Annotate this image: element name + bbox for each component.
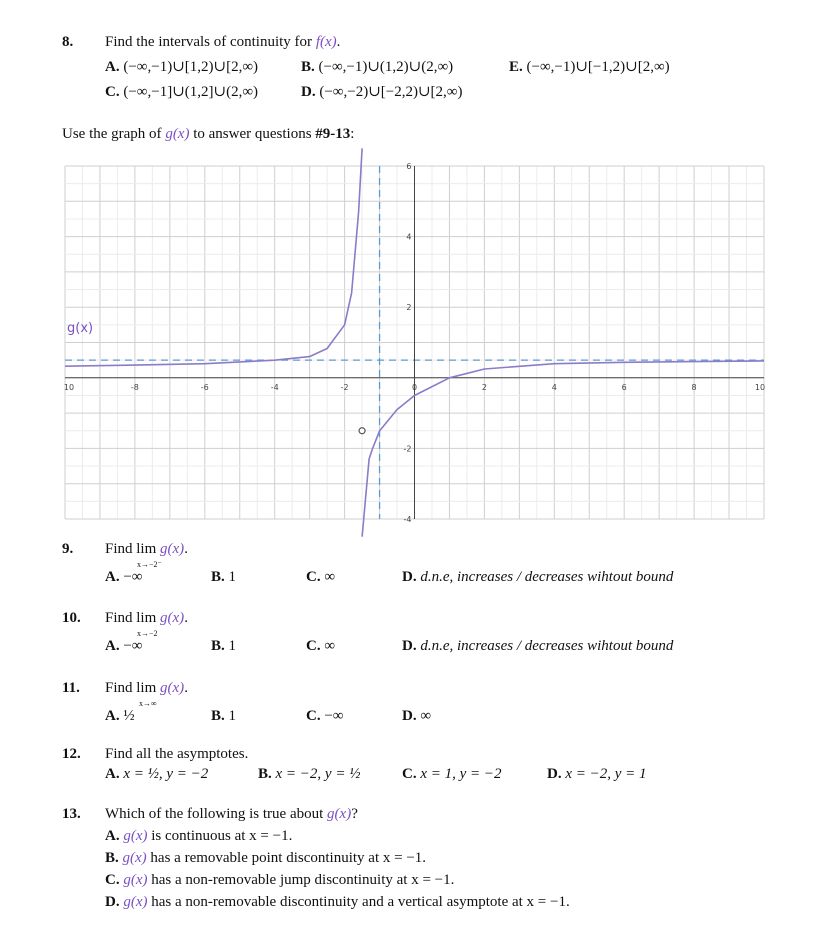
q12-choice-c-text: x = 1, y = −2 (420, 766, 502, 782)
q11-choice-d[interactable] (402, 708, 431, 725)
q13-choice-b-func: g(x) (122, 850, 147, 866)
q8-number: 8. (62, 34, 74, 50)
q9-choice-a[interactable] (105, 569, 143, 586)
q8-prompt-text: Find the intervals of continuity for (105, 34, 313, 50)
q11-lim-sub: x→∞ (139, 699, 157, 708)
q9-choice-c-text: ∞ (324, 569, 336, 585)
q11-choice-a-text: ½ (123, 708, 135, 724)
q13-choice-d[interactable] (105, 894, 570, 911)
q9-choice-b-label: B. (211, 569, 225, 585)
q11-choice-a[interactable] (105, 708, 135, 725)
y-tick-label: 6 (406, 162, 412, 171)
q10-choice-d[interactable] (402, 638, 673, 655)
q10-func: g(x) (160, 610, 185, 626)
q11-period: . (184, 680, 188, 696)
graph-intro (62, 126, 354, 143)
q8-choice-e-text: (−∞,−1)∪[−1,2)∪[2,∞) (526, 59, 670, 75)
x-tick-label: 10 (63, 382, 75, 392)
q13-choice-c[interactable] (105, 872, 454, 889)
q13-choice-d-func: g(x) (123, 894, 148, 910)
q9-choice-b[interactable] (211, 569, 236, 586)
q11-choice-c[interactable] (306, 708, 344, 725)
q9-choice-c-label: C. (306, 569, 321, 585)
q9-choice-c[interactable] (306, 569, 335, 586)
q10-choice-d-label: D. (402, 638, 417, 654)
q10-choice-d-text: d.n.e, increases / decreases wihtout bound (420, 638, 674, 654)
y-tick-label: 4 (406, 232, 412, 242)
q10-lim: lim (136, 610, 157, 626)
q10-prompt (105, 610, 188, 627)
q13-choice-c-text: has a non-removable jump discontinuity at x = −1. (151, 872, 455, 888)
q10-period: . (184, 610, 188, 626)
q9-lim: lim (136, 541, 157, 557)
q12-choice-d[interactable] (547, 766, 647, 783)
q11-choice-d-label: D. (402, 708, 417, 724)
q8-choice-b-label: B. (301, 59, 315, 75)
open-point (359, 428, 365, 434)
q13-choice-a-label: A. (105, 828, 120, 844)
q11-prompt-text: Find (105, 680, 133, 696)
x-tick-label: 0 (411, 382, 418, 392)
x-tick-label: -4 (270, 382, 279, 392)
q8-func: f(x) (315, 34, 337, 50)
q12-number: 12. (62, 746, 81, 762)
q10-choice-b[interactable] (211, 638, 236, 655)
q13-choice-d-label: D. (105, 894, 120, 910)
q13-choice-c-func: g(x) (123, 872, 148, 888)
q10-number: 10. (62, 610, 81, 626)
q8-choice-a-text: (−∞,−1)∪[1,2)∪[2,∞) (123, 59, 259, 75)
q13-number: 13. (62, 806, 81, 822)
q11-func: g(x) (160, 680, 185, 696)
q8-choice-d-label: D. (301, 84, 316, 100)
q12-choice-b[interactable] (258, 766, 360, 783)
q11-choice-a-label: A. (105, 708, 120, 724)
q13-func: g(x) (327, 806, 352, 822)
q13-prompt (105, 806, 358, 823)
q9-period: . (184, 541, 188, 557)
intro-bold: #9-13 (315, 126, 351, 142)
q8-choice-e[interactable] (509, 57, 670, 76)
q10-prompt-text: Find (105, 610, 133, 626)
q12-prompt: Find all the asymptotes. (105, 746, 249, 762)
q9-choice-b-text: 1 (228, 569, 237, 585)
q8-choice-c-label: C. (105, 84, 120, 100)
intro-func: g(x) (165, 126, 190, 142)
q10-choice-b-label: B. (211, 638, 225, 654)
q8-choice-c-text: (−∞,−1]∪(1,2]∪(2,∞) (123, 84, 259, 100)
q9-number: 9. (62, 541, 74, 557)
q13-choice-a-func: g(x) (123, 828, 148, 844)
q8-choice-b[interactable] (301, 57, 453, 76)
x-tick-label: -8 (130, 382, 139, 392)
q12-choice-b-label: B. (258, 766, 272, 782)
q11-choice-c-label: C. (306, 708, 321, 724)
q11-lim: lim (136, 680, 157, 696)
q13-prompt-text: Which of the following is true about (105, 806, 324, 822)
q9-lim-sub: x→−2⁻ (137, 560, 162, 569)
q8-choice-d[interactable] (301, 82, 462, 101)
y-tick-label: -4 (403, 515, 412, 524)
intro-after: to answer questions (193, 126, 312, 142)
q13-qmark: ? (351, 806, 358, 822)
q13-choice-b[interactable] (105, 850, 426, 867)
intro-colon: : (350, 126, 355, 142)
q11-choice-b-text: 1 (228, 708, 237, 724)
x-tick-label: 10 (754, 382, 766, 392)
q8-prompt (105, 34, 340, 51)
x-tick-label: -2 (340, 382, 349, 392)
q12-choice-a-text: x = ½, y = −2 (123, 766, 209, 782)
q9-choice-d-label: D. (402, 569, 417, 585)
q11-prompt (105, 680, 188, 697)
q8-choice-b-text: (−∞,−1)∪(1,2)∪(2,∞) (318, 59, 454, 75)
q12-choice-a[interactable] (105, 766, 208, 783)
q12-choice-c[interactable] (402, 766, 502, 783)
q10-choice-a[interactable] (105, 638, 143, 655)
q11-choice-d-text: ∞ (420, 708, 432, 724)
q8-choice-a-label: A. (105, 59, 120, 75)
q11-choice-b[interactable] (211, 708, 236, 725)
q10-lim-sub: x→−2 (137, 629, 158, 638)
q9-choice-d-text: d.n.e, increases / decreases wihtout bound (420, 569, 674, 585)
x-tick-label: 4 (551, 382, 557, 392)
q9-choice-a-text: −∞ (123, 569, 143, 585)
q11-choice-b-label: B. (211, 708, 225, 724)
left-branch-curve (65, 148, 362, 366)
q8-choice-d-text: (−∞,−2)∪[−2,2)∪[2,∞) (319, 84, 463, 100)
q9-prompt (105, 541, 188, 558)
q13-choice-a[interactable] (105, 828, 292, 845)
q13-choice-d-text: has a non-removable discontinuity and a vertical asymptote at x = −1. (151, 894, 570, 910)
q8-choice-e-label: E. (509, 59, 523, 75)
q10-choice-a-text: −∞ (123, 638, 143, 654)
q13-choice-b-label: B. (105, 850, 119, 866)
q11-choice-c-text: −∞ (324, 708, 344, 724)
q10-choice-c-text: ∞ (324, 638, 336, 654)
x-tick-label: 8 (691, 382, 697, 392)
q10-choice-a-label: A. (105, 638, 120, 654)
intro-before: Use the graph of (62, 126, 162, 142)
q9-choice-d[interactable] (402, 569, 673, 586)
q10-choice-c[interactable] (306, 638, 335, 655)
q13-choice-b-text: has a removable point discontinuity at x = −1. (150, 850, 427, 866)
q9-func: g(x) (160, 541, 185, 557)
q9-prompt-text: Find (105, 541, 133, 557)
q10-choice-b-text: 1 (228, 638, 237, 654)
q8-period: . (336, 34, 341, 50)
g-graph (58, 161, 770, 524)
q12-choice-d-text: x = −2, y = 1 (565, 766, 647, 782)
q11-number: 11. (62, 680, 80, 696)
q13-choice-c-label: C. (105, 872, 120, 888)
function-label: g(x) (67, 320, 94, 336)
x-tick-label: 6 (621, 382, 627, 392)
q10-choice-c-label: C. (306, 638, 321, 654)
q12-choice-d-label: D. (547, 766, 562, 782)
x-tick-label: -6 (200, 382, 209, 392)
y-tick-label: 2 (406, 303, 412, 313)
q8-choice-a[interactable] (105, 57, 258, 76)
x-tick-label: 2 (481, 382, 487, 392)
q12-choice-c-label: C. (402, 766, 417, 782)
q12-choice-b-text: x = −2, y = ½ (275, 766, 361, 782)
q8-choice-c[interactable] (105, 82, 258, 101)
q9-choice-a-label: A. (105, 569, 120, 585)
q13-choice-a-text: is continuous at x = −1. (151, 828, 293, 844)
y-tick-label: -2 (403, 444, 412, 454)
q12-choice-a-label: A. (105, 766, 120, 782)
